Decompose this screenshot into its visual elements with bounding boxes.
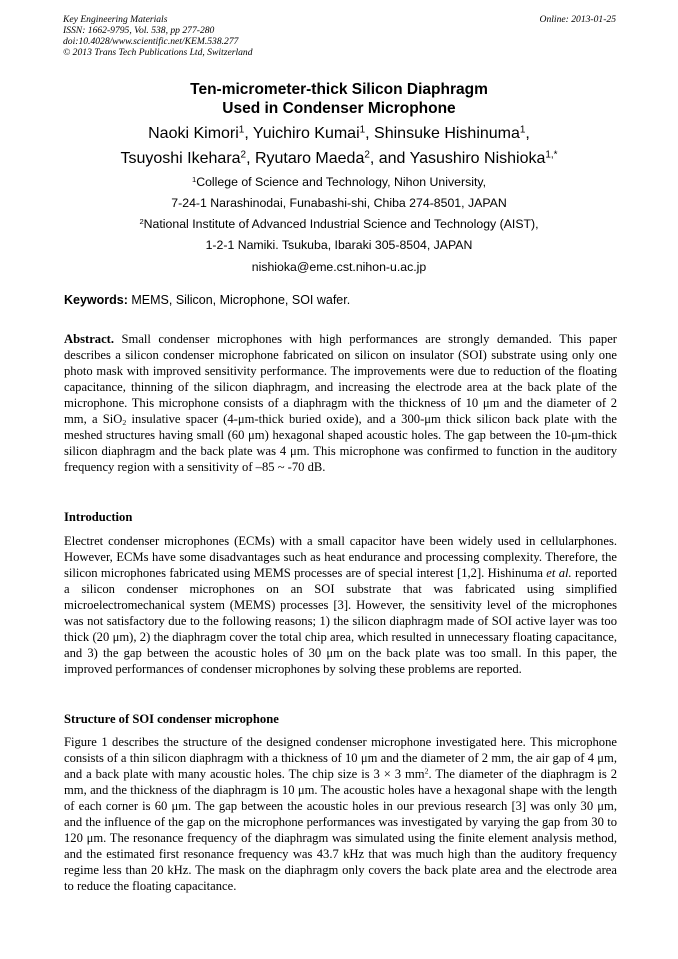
author-affil-mark: 2	[240, 149, 247, 161]
author-kimori: Naoki Kimori	[148, 125, 239, 142]
contact-email: nishioka@eme.cst.nihon-u.ac.jp	[251, 260, 427, 274]
journal-name: Key Engineering Materials	[63, 14, 168, 25]
affiliation-2: $^2$National Institute of Advanced Industrial Science and Technology (AIST),	[139, 216, 539, 231]
author-maeda: , Ryutaro Maeda	[246, 150, 365, 167]
affil-mark: 1	[191, 174, 197, 184]
paper-title-line-2: Used in Condenser Microphone	[222, 100, 456, 117]
author-ikehara: Tsuyoshi Ikehara	[120, 150, 241, 167]
author-line-2	[0, 149, 678, 169]
keywords-text: MEMS, Silicon, Microphone, SOI wafer.	[127, 293, 351, 307]
author-affil-mark: 1	[359, 124, 366, 136]
author-hishinuma: , Shinsuke Hishinuma	[365, 125, 520, 142]
author-affil-mark: 2	[364, 149, 370, 161]
affil-mark: 2	[139, 216, 144, 226]
issn-line: ISSN: 1662-9795, Vol. 538, pp 277-280	[63, 25, 215, 36]
running-header	[63, 14, 616, 58]
affiliation-2-address: 1-2-1 Namiki. Tsukuba, Ibaraki 305-8504, JAPAN	[205, 238, 473, 252]
affiliation-1: $^1$College of Science and Technology, Nihon University,	[191, 174, 487, 189]
abstract-label: Abstract.	[64, 332, 115, 346]
abstract-paragraph: Abstract. Small condenser microphones with high performances are strongly demanded. This paper describes a silicon condenser microphone fabricated on silicon on insulator (SOI) substrate using only one photo mask with improved sensitivity performance. The improvements were due to reduction of the floating capacitance, thinning of the silicon diaphragm, and increasing the electrode area at the back plate of the microphone. This microphone consists of a diaphragm with the thickness of 10 μm and the diameter of 2 mm, a SiO$_2$ insulative spacer (4-μm-thick buried oxide), and a 300-μm thick silicon back plate with the meshed structures having small (60 μm) hexagonal shaped acoustic holes. The gap between the 10-μm-thick silicon diaphragm and the back plate was 4 μm. This microphone was confirmed to function in the auditory frequency region with a sensitivity of –85 ~ -70 dB.	[64, 332, 618, 474]
keywords-label: Keywords:	[64, 293, 128, 307]
paper-title-line-1: Ten-micrometer-thick Silicon Diaphragm	[190, 81, 488, 98]
author-line-1	[0, 124, 678, 144]
structure-paragraph: Figure 1 describes the structure of the designed condenser microphone investigated here. This microphone consists of a thin silicon diaphragm with a thickness of 10 μm and the diameter of 2 mm, the air gap of 4 μm, and a back plate with many acoustic holes. The chip size is 3 × 3 $mm^2$. The diameter of the diaphragm is 2 mm, and the thickness of the diaphragm is 10 μm. The acoustic holes have a hexagonal shape with the length of each corner is 60 μm. The gap between the acoustic holes in our previous research [3] was only 30 μm, and the influence of the gap on the microphone performances was investigated by varying the gap from 30 to 120 μm. The resonance frequency of the diaphragm was simulated using the finite element analysis method, and the estimated first resonance frequency was 43.7 kHz that was much high than the auditory frequency regime less than 20 kHz. The mask on the diaphragm only covers the back plate area and the electrode area to reduce the floating capacitance.	[64, 735, 617, 893]
introduction-paragraph: Electret condenser microphones (ECMs) with a small capacitor have been widely used in cellularphones. However, ECMs have some disadvantages such as heat endurance and processing complexity. Therefore, the silicon microphones fabricated using MEMS processes are of special interest [1,2]. Hishinuma et al. reported a silicon condenser microphones on an SOI substrate that was fabricated using simplified microelectromechanical system (MEMS) processes [3]. However, the sensitivity level of the microphones was not satisfactory due to the following reasons; 1) the silicon diaphragm made of SOI active layer was too thick (20 μm), 2) the diaphragm cover the total chip area, which resulted in unnecessary floating capacitance, and 3) the gap between the acoustic holes of 30 μm on the back plate was too small. In this paper, the improved performances of condenser microphones by solving these problems are reported.	[64, 534, 617, 676]
copyright-line: © 2013 Trans Tech Publications Ltd, Switzerland	[63, 47, 253, 58]
author-nishioka: , and Yasushiro Nishioka	[369, 150, 546, 167]
doi-line: doi:10.4028/www.scientific.net/KEM.538.277	[63, 36, 239, 47]
author-kumai: , Yuichiro Kumai	[244, 125, 360, 142]
affiliation-1-address: 7-24-1 Narashinodai, Funabashi-shi, Chiba 274-8501, JAPAN	[171, 196, 507, 210]
online-date: Online: 2013-01-25	[539, 14, 616, 25]
keywords	[64, 292, 350, 308]
author-separator: ,	[525, 125, 530, 142]
author-affil-mark: 1	[519, 124, 526, 136]
author-affil-mark: 1	[238, 124, 245, 136]
section-heading-structure: Structure of SOI condenser microphone	[64, 712, 279, 726]
et-al: et al.	[546, 566, 572, 580]
author-affil-mark: 1,*	[545, 149, 558, 161]
section-heading-introduction: Introduction	[64, 510, 133, 524]
